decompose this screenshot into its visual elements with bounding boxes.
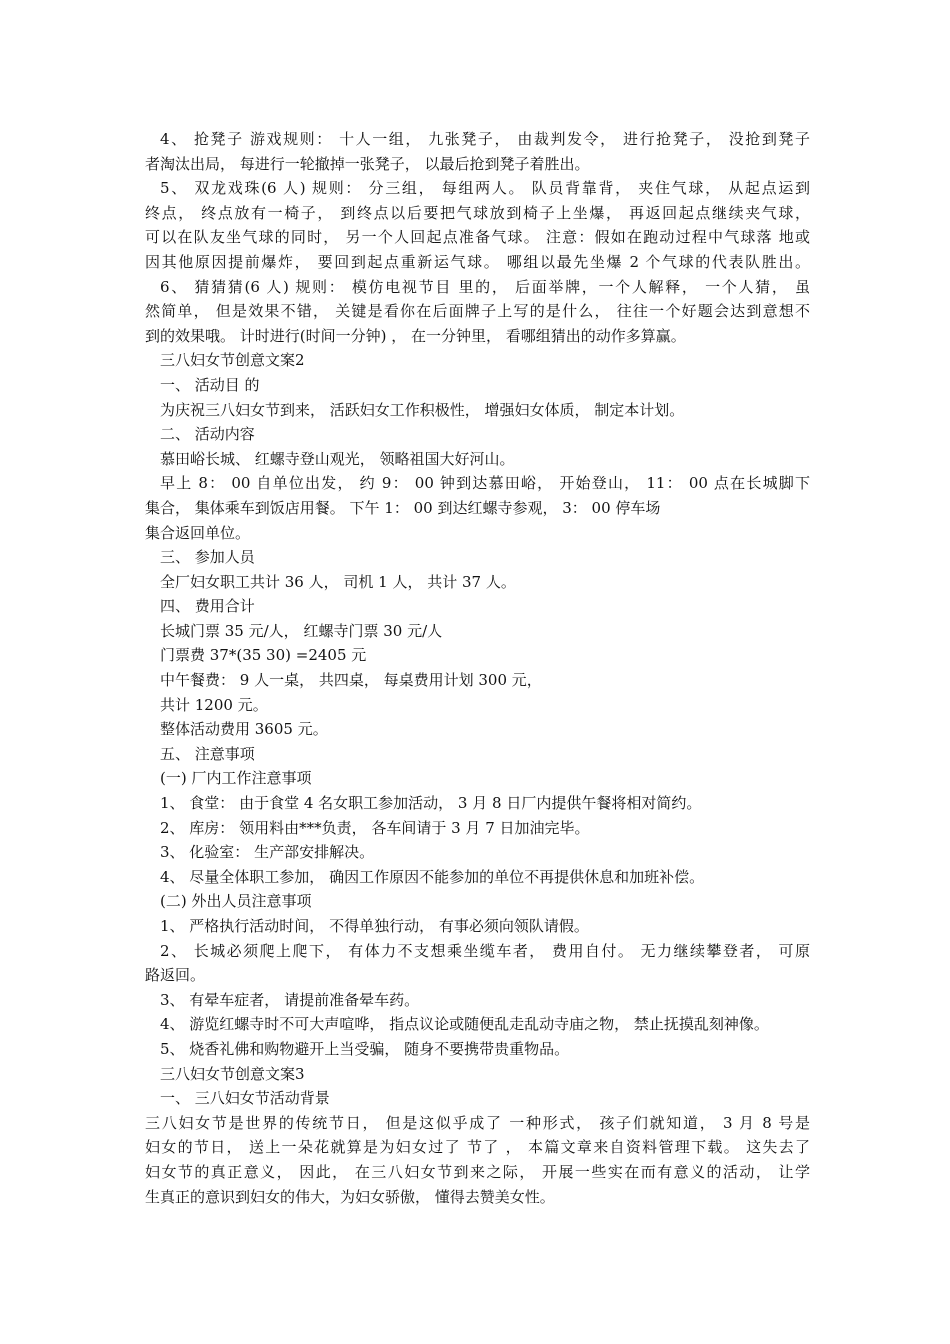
text-line: 一、 三八妇女节活动背景 [160,1089,330,1108]
text-line: (二) 外出人员注意事项 [160,892,312,911]
text-line: 全厂妇女职工共计 36 人， 司机 1 人， 共计 37 人。 [160,572,516,591]
text-line: 妇女的节日， 送上一朵花就算是为妇女过了 节了 ， 本篇文章来自资料管理下载。 这失去了 [145,1138,810,1157]
text-line: 共计 1200 元。 [160,695,268,714]
text-line: 1、 食堂： 由于食堂 4 名女职工参加活动， 3 月 8 日厂内提供午餐将相对简约。 [160,794,702,813]
text-line: 5、 双龙戏珠(6 人) 规则： 分三组， 每组两人。 队员背靠背， 夹住气球， 从起点运到 [160,179,810,198]
section-heading: 三八妇女节创意文案2 [160,351,305,370]
document-body [145,127,810,1209]
text-line: 2、 长城必须爬上爬下， 有体力不支想乘坐缆车者， 费用自付。 无力继续攀登者， 可原 [160,941,810,960]
text-line: 中午餐费： 9 人一桌， 共四桌， 每桌费用计划 300 元， [160,671,542,690]
text-line: 3、 有晕车症者， 请提前准备晕车药。 [160,990,420,1009]
text-line: 可以在队友坐气球的同时， 另一个人回起点准备气球。 注意：假如在跑动过程中气球落 地或 [145,228,810,247]
text-line: 者淘汰出局， 每进行一轮撤掉一张凳子， 以最后抢到凳子着胜出。 [145,154,590,173]
text-line: 到的效果哦。 计时进行(时间一分钟) ， 在一分钟里， 看哪组猜出的动作多算赢。 [145,326,686,345]
section-heading: 三八妇女节创意文案3 [160,1064,305,1083]
text-line: 门票费 37*(35 30) =2405 元 [160,646,367,665]
text-line: 五、 注意事项 [160,744,255,763]
text-line: 集合返回单位。 [145,523,251,542]
text-line: 慕田峪长城、 红螺寺登山观光， 领略祖国大好河山。 [160,449,515,468]
text-line: 为庆祝三八妇女节到来， 活跃妇女工作积极性， 增强妇女体质， 制定本计划。 [160,400,685,419]
text-line: 4、 尽量全体职工参加， 确因工作原因不能参加的单位不再提供休息和加班补偿。 [160,867,705,886]
text-line: 早上 8： 00 自单位出发， 约 9： 00 钟到达慕田峪， 开始登山， 11： 00 点在长城脚下 [160,474,810,493]
text-line: 3、 化验室： 生产部安排解决。 [160,843,375,862]
text-line: 2、 库房： 领用料由***负责， 各车间请于 3 月 7 日加油完毕。 [160,818,590,837]
text-line: 二、 活动内容 [160,425,255,444]
text-line: 三八妇女节是世界的传统节日， 但是这似乎成了 一种形式， 孩子们就知道， 3 月 8 号是 [145,1113,810,1132]
text-line: 4、 抢凳子 游戏规则： 十人一组， 九张凳子， 由裁判发令， 进行抢凳子， 没抢到凳子 [160,130,810,148]
text-line: 生真正的意识到妇女的伟大，为妇女骄傲， 懂得去赞美女性。 [145,1187,555,1206]
text-line: 集合， 集体乘车到饭店用餐。 下午 1： 00 到达红螺寺参观， 3： 00 停车场 [145,498,661,517]
text-line: 终点， 终点放有一椅子， 到终点以后要把气球放到椅子上坐爆， 再返回起点继续夹气球， [145,203,810,222]
text-line: 一、 活动目 的 [160,375,260,394]
text-line: (一) 厂内工作注意事项 [160,769,312,788]
text-line: 妇女节的真正意义， 因此， 在三八妇女节到来之际， 开展一些实在而有意义的活动， 让学 [145,1162,810,1181]
text-line: 1、 严格执行活动时间， 不得单独行动， 有事必须向领队请假。 [160,917,589,935]
text-line: 路返回。 [145,966,206,985]
text-line: 6、 猜猜猜(6 人) 规则： 模仿电视节目 里的， 后面举牌，一个人解释， 一个人猜， 虽 [160,277,810,296]
text-line: 4、 游览红螺寺时不可大声喧哗， 指点议论或随便乱走乱动寺庙之物， 禁止抚摸乱刻神像。 [160,1015,769,1034]
text-line: 5、 烧香礼佛和购物避开上当受骗， 随身不要携带贵重物品。 [160,1039,570,1058]
text-line: 三、 参加人员 [160,548,255,567]
text-line: 长城门票 35 元/人， 红螺寺门票 30 元/人 [160,621,443,640]
text-line: 四、 费用合计 [160,597,255,616]
text-line: 因其他原因提前爆炸， 要回到起点重新运气球。 哪组以最先坐爆 2 个气球的代表队胜出。 [145,252,810,271]
text-line: 整体活动费用 3605 元。 [160,720,328,739]
text-line: 然简单， 但是效果不错， 关键是看你在后面牌子上写的是什么， 往往一个好题会达到意想不 [145,302,810,321]
